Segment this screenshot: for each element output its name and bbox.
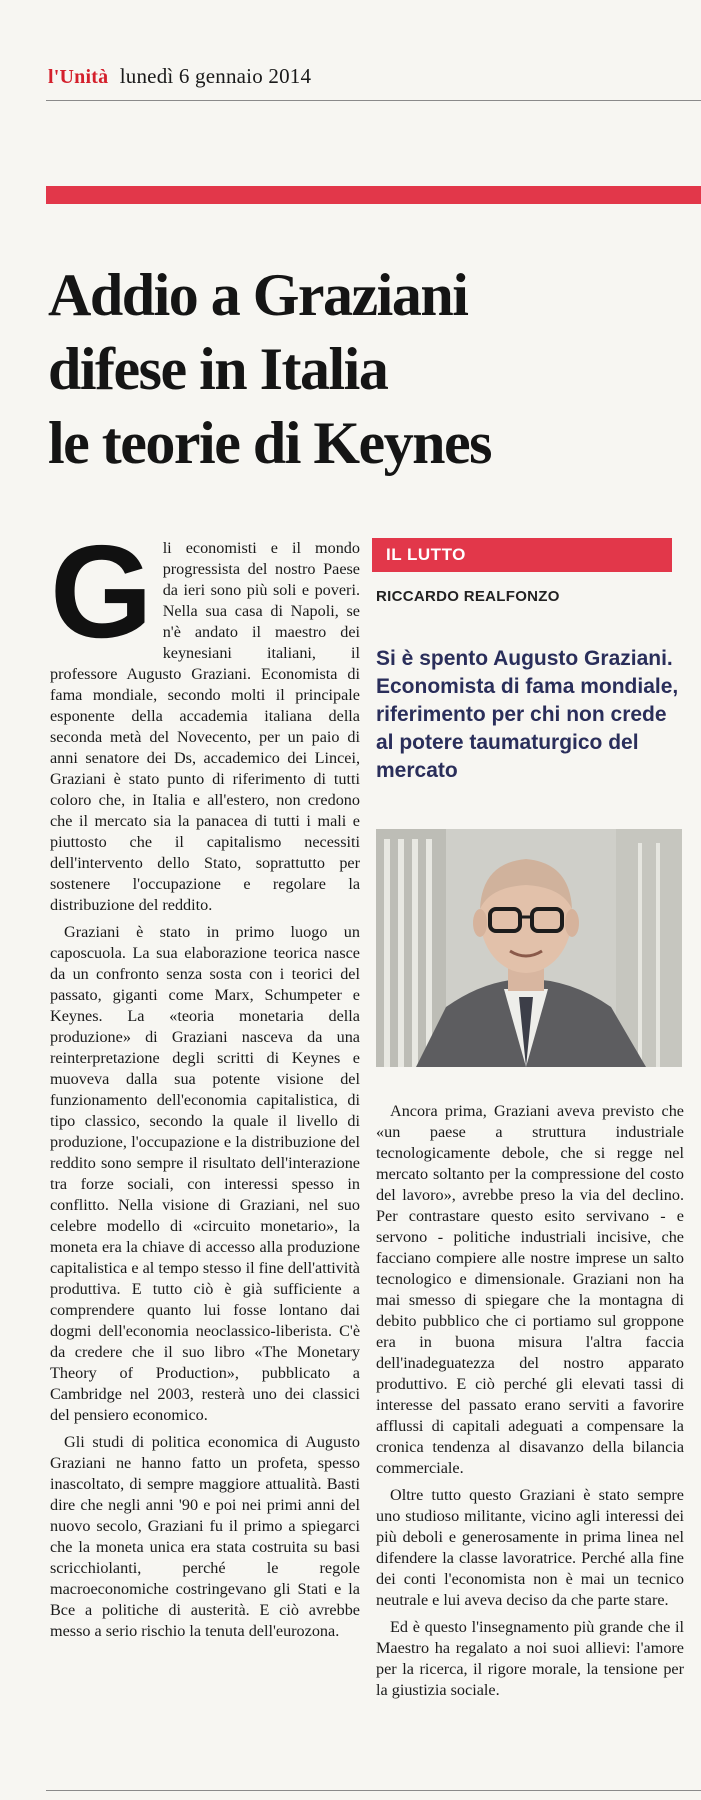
article-column-right (372, 538, 687, 1707)
section-band (46, 186, 701, 204)
article-body-right (376, 1101, 684, 1701)
article-summary: Si è spento Augusto Graziani. Economista di fama mondiale, riferimento per chi non crede al potere taumaturgico del mercato (376, 647, 679, 782)
headline (48, 258, 688, 480)
headline-line-2: difese in Italia (48, 336, 388, 402)
headline-line-3: le teorie di Keynes (48, 410, 492, 476)
article-column-left (50, 518, 360, 1648)
article-paragraph: Oltre tutto questo Graziani è stato sempre uno studioso militante, vicino agli interessi dei più deboli e generosamente in prima linea nel difendere la classe lavoratrice. Perché alla fine dei conti l'economista non è mai un tecnico neutrale e lui aveva deciso da che parte stare. (376, 1486, 684, 1609)
section-tag: IL LUTTO (372, 538, 672, 572)
portrait-photo (376, 829, 682, 1067)
portrait-illustration (376, 829, 682, 1067)
newspaper-logo: l'Unità (48, 66, 109, 88)
article-paragraph: Ed è questo l'insegnamento più grande che il Maestro ha regalato a noi suoi allievi: l'amore per la ricerca, il rigore morale, la tensione per la giustizia sociale. (376, 1618, 684, 1699)
headline-line-1: Addio a Graziani (48, 262, 468, 328)
top-rule (46, 100, 701, 101)
issue-date: lunedì 6 gennaio 2014 (119, 64, 312, 88)
masthead (48, 64, 311, 89)
article-paragraph (50, 518, 360, 916)
article-paragraph: Graziani è stato in primo luogo un caposcuola. La sua elaborazione teorica nasce da un confronto senza sosta con i teorici del passato, giganti come Marx, Schumpeter e Keynes. La «teoria monetaria della produzione» di Graziani nasceva da una reinterpretazione degli scritti di Keynes e muoveva dalla sua potente visione del funzionamento dell'economia capitalistica, di tipo classico, secondo la quale il livello di produzione, l'occupazione e la distribuzione del reddito sono sempre il risultato dell'interazione tra forze sociali, con interessi spesso in conflitto. Nella visione di Graziani, nel suo celebre modello di «circuito monetario», la moneta era la chiave di accesso alla produzione capitalistica e al tempo stesso il fine dell'attività produttiva. E tutto ciò è già sufficiente a comprendere quanto lui fosse lontano dai dogmi dell'economia neoclassico-liberista. C'è da credere che il suo libro «The Monetary Theory of Production», pubblicato a Cambridge nel 2003, resterà uno dei classici del pensiero economico. (50, 923, 360, 1424)
article-paragraph: Gli studi di politica economica di Augusto Graziani ne hanno fatto un profeta, spesso inascoltato, di sempre maggiore attualità. Basti dire che negli anni '90 e poi nei primi anni del nuovo secolo, Graziani fu il primo a spiegarci che la moneta unica era stata costruita su basi scricchiolanti, perché le regole macroeconomiche costringevano gli Stati e la Bce a politiche di austerità. E ciò avrebbe messo a serio rischio la tenuta dell'eurozona. (50, 1433, 360, 1640)
article-paragraph: Ancora prima, Graziani aveva previsto che «un paese a struttura industriale tecnologicamente debole, che si regge nel mercato soltanto per la compressione del costo del lavoro», avrebbe preso la via del declino. Per contrastare questo esito servivano - e servono - politiche industriali incisive, che facciano compiere alle nostre imprese un salto tecnologico e dimensionale. Graziani non ha mai smesso di spiegare che la montagna di debito pubblico che ci portiamo sul groppone era in buona misura l'altra faccia dell'inadeguatezza del nostro apparato produttivo. E ciò perché gli elevati tassi di interesse del passato erano serviti a favorire afflussi di capitali adeguati a compensare la cronica tendenza al disavanzo della bilancia commerciale. (376, 1102, 684, 1477)
drop-cap: G (50, 518, 153, 665)
bottom-rule (46, 1790, 701, 1791)
author-byline: RICCARDO REALFONZO (376, 588, 560, 605)
paragraph-text: li economisti e il mondo progressista del nostro Paese da ieri sono più soli e poveri. Nella sua casa di Napoli, se n'è andato il maestro dei keynesiani italiani, il professore Augusto Graziani. Economista di fama mondiale, secondo molti il principale esponente della accademia italiana della seconda metà del Novecento, per un paio di anni senatore dei Ds, accademico dei Lincei, Graziani è stato punto di riferimento di tutti coloro che, in Italia e all'estero, non credono che il mercato sia la panacea di tutti i mali e piuttosto che il capitalismo necessiti dell'intervento dello Stato, soprattutto per sostenere l'occupazione e regolare la distribuzione del reddito. (50, 539, 360, 914)
